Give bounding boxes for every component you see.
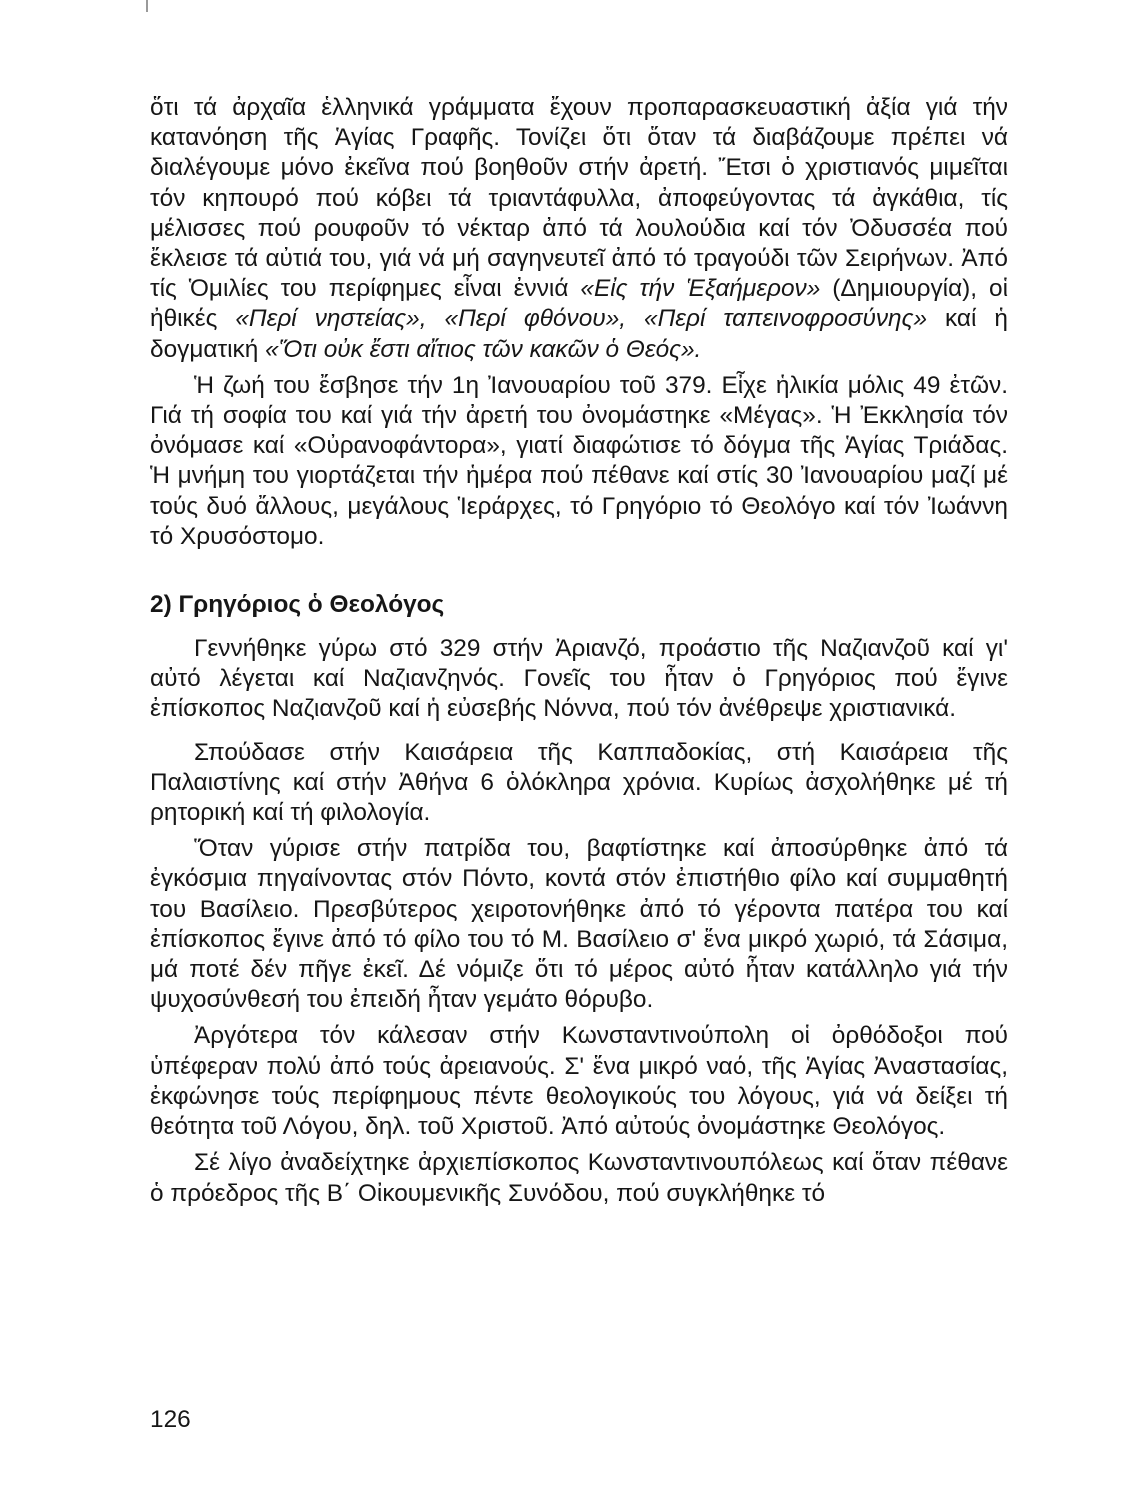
work-title-hexaemeron: «Εἰς τήν Ἑξαήμερον» bbox=[580, 275, 821, 303]
work-title-tapeinofrosynis: «Περί ταπεινοφροσύνης» bbox=[644, 305, 928, 333]
text-after-hexaemeron: (Δημιουργία), οἱ ἠθικές bbox=[150, 275, 1009, 333]
section2-paragraph: Γεννήθηκε γύρω στό 329 στήν Ἀριανζό, προάστιο τῆς Ναζιανζοῦ καί γι' αὐτό λέγεται καί Ναζιανζηνός. Γονεῖς του ἦταν ὁ Γρηγόριος πού ἔγινε ἐπίσκοπος Ναζιανζοῦ καί ἡ εὐσεβής Νόννα, πού τόν ἀνέθρεψε χριστιανικά. bbox=[150, 635, 1008, 723]
scan-mark bbox=[146, 0, 148, 12]
section2-paragraph: Σέ λίγο ἀναδείχτηκε ἀρχιεπίσκοπος Κωνσταντινουπόλεως καί ὅταν πέθανε ὁ πρόεδρος τῆς Β΄ Οἰκουμενικῆς Συνόδου, πού συγκλήθηκε τό bbox=[150, 1149, 1008, 1207]
section1-paragraph2: Ἡ ζωή του ἔσβησε τήν 1η Ἰανουαρίου τοῦ 379. Εἶχε ἡλικία μόλις 49 ἐτῶν. Γιά τή σοφία του καί γιά τήν ἀρετή του ὀνομάστηκε «Μέγας». Ἡ Ἐκκλησία τόν ὀνόμασε καί «Οὐρανοφάντορα», γιατί διαφώτισε τό δόγμα τῆς Ἁγίας Τριάδας. Ἡ μνήμη του γιορτάζεται τήν ἡμέρα πού πέθανε καί στίς 30 Ἰανουαρίου μαζί μέ τούς δυό ἄλλους, μεγάλους Ἱεράρχες, τό Γρηγόριο τό Θεολόγο καί τόν Ἰωάννη τό Χρυσόστομο. bbox=[150, 371, 1008, 550]
page-body bbox=[150, 93, 1008, 1209]
work-title-nisteia: «Περί νηστείας», bbox=[235, 305, 427, 333]
section1-paragraph1 bbox=[150, 93, 1008, 365]
section2-paragraph: Ὅταν γύρισε στήν πατρίδα του, βαφτίστηκε καί ἀποσύρθηκε ἀπό τά ἐγκόσμια πηγαίνοντας στόν Πόντο, κοντά στόν ἐπιστήθιο φίλο καί συμμαθητή του Βασίλειο. Πρεσβύτερος χειροτονήθηκε ἀπό τό γέροντα πατέρα του καί ἐπίσκοπος ἔγινε ἀπό τό φίλο του τό Μ. Βασίλειο σ' ἕνα μικρό χωριό, τά Σάσιμα, μά ποτέ δέν πῆγε ἐκεῖ. Δέ νόμιζε ὅτι τό μέρος αὐτό ἦταν κατάλληλο γιά τήν ψυχοσύνθεσή του ἐπειδή ἦταν γεμάτο θόρυβο. bbox=[150, 835, 1008, 1014]
paragraph1-text: ὅτι τά ἀρχαῖα ἑλληνικά γράμματα ἔχουν προπαρασκευαστική ἀξία γιά τήν κατανόηση τῆς Ἁγίας Γραφῆς. Τονίζει ὅτι ὅταν τά διαβάζουμε πρέπει νά διαλέγουμε μόνο ἐκεῖνα πού βοηθοῦν στήν ἀρετή. Ἔτσι ὁ χριστιανός μιμεῖται τόν κηπουρό πού κόβει τά τριαντάφυλλα, ἀποφεύγοντας τά ἀγκάθια, τίς μέλισσες πού ρουφοῦν τό νέκταρ ἀπό τά λουλούδια καί τόν Ὀδυσσέα πού ἔκλεισε τά αὐτιά του, γιά νά μή σαγηνευτεῖ ἀπό τό τραγούδι τῶν Σειρήνων. Ἀπό τίς Ὁμιλίες του περίφημες εἶναι ἐννιά bbox=[150, 94, 1008, 303]
section2-paragraph: Σπούδασε στήν Καισάρεια τῆς Καππαδοκίας, στή Καισάρεια τῆς Παλαιστίνης καί στήν Ἀθήνα 6 ὁλόκληρα χρόνια. Κυρίως ἀσχολήθηκε μέ τή ρητορική καί τή φιλολογία. bbox=[150, 738, 1008, 827]
work-title-aitios: «Ὅτι οὐκ ἔστι αἴτιος τῶν κακῶν ὁ Θεός». bbox=[265, 335, 702, 363]
work-title-fthonou: «Περί φθόνου», bbox=[444, 305, 627, 333]
section2-paragraph: Ἀργότερα τόν κάλεσαν στήν Κωνσταντινούπολη οἱ ὀρθόδοξοι πού ὑπέφεραν πολύ ἀπό τούς ἀρειανούς. Σ' ἕνα μικρό ναό, τῆς Ἁγίας Ἀναστασίας, ἐκφώνησε τούς περίφημους πέντε θεολογικούς του λόγους, γιά νά δείξει τή θεότητα τοῦ Λόγου, δηλ. τοῦ Χριστοῦ. Ἀπό αὐτούς ὀνομάστηκε Θεολόγος. bbox=[150, 1022, 1008, 1141]
text-dogmatic: καί ἡ δογματική bbox=[150, 305, 1008, 363]
page-number: 126 bbox=[150, 1406, 191, 1433]
section-heading: 2) Γρηγόριος ὁ Θεολόγος bbox=[150, 591, 445, 619]
